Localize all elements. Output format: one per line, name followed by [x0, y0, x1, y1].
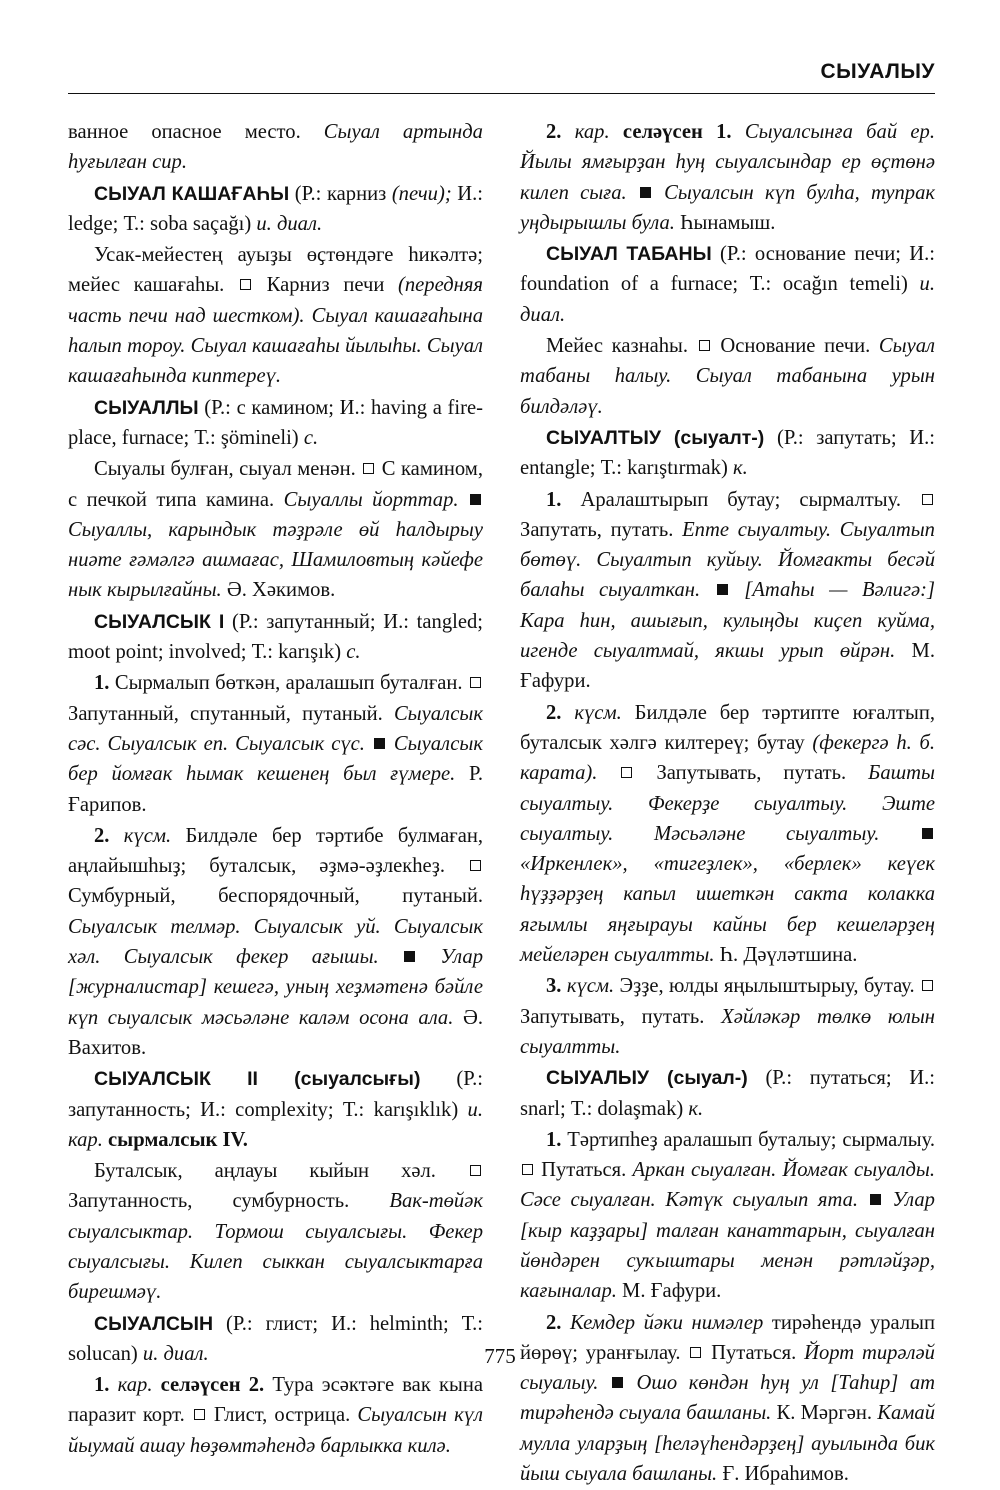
open-square-icon — [240, 279, 251, 290]
entry-syualsyk-1: СЫУАЛСЫК I (Р.: запутанный; И.: tangled; moot point; involved; Т.: karışık) с. — [68, 610, 484, 664]
entry-syualyu: СЫУАЛЫУ (сыуал-) (Р.: путаться; И.: snarl; Т.: dolaşmak) к. — [520, 1067, 935, 1120]
headword: СЫУАЛ КАШАҒАҺЫ — [94, 182, 290, 205]
filled-square-icon — [870, 1194, 881, 1205]
headword: СЫУАЛ ТАБАНЫ — [546, 243, 712, 266]
right-column: 2. кар. селәүсен 1. Сыуалсынға бай ер. Йылы ямғырҙан һуң сыуалсындар ер өҫтөнә килеп сыға. Сыуалсын күп булһа, тупрак уңдырышлы була. Һынамыш. СЫУАЛ ТАБАНЫ (Р.: основание печи; И.: foundation of a furnace; Т.: ocağın temeli) и. диал. Мейес казнаһы. Основание печи. Сыуал табаны һалыу. Сыуал табанына урын билдәләү. СЫУАЛТЫУ (сыуалт-) (Р.: запутать; И.: entangle; Т.: karıştırmak) к. 1. Аралаштырып бутау; сырмалтыу. Запутать, путать. Епте сыуалтыу. Сыуалтып бөтөү. Сыуалтып куйыу. Йомғакты бесәй балаһы сыуалткан. [Атаһы — Вәлигә:] Кара һин, ашығып, кулыңды киҫеп куйма, игенде сыуалтмай, якшы урып өйрән. М. Ғафури. 2. күсм. Билдәле бер тәртипте юғалтып, буталсык хәлгә килтереү; бутау (фекергә һ. б. карата). Запутывать, путать. Башты сыуалтыу. Фекерҙе сыуалтыу. Эште сыуалтыу. Мәсьәләне сыуалтыу. «Иркенлек», «тигеҙлек», «берлек» кеүек һүҙҙәрҙең капыл ишеткән сакта колакка ягымлы яңғырауы кайны бер кешеләрҙең мейеләрен сыуалтты. Һ. Дәүләтшина. 3. күсм. Эҙҙе, юлды яңылыштырыу, бутау. Запутывать, путать. Хәйләкәр төлкө юлын сыуалтты. СЫУАЛЫУ (сыуал-) (Р.: путаться; И.: snarl; Т.: dolaşmak) к. 1. Тәртипһеҙ аралашып буталыу; сырмалыу. Путаться. Аркан сыуалған. Йомғак сыуалды. Сәсе сыуалған. Кәтүк сыуалып ята. Улар [кыр каҙҙары] талған канаттарын, сыуалған йөндәрен суҡыштары менән рәтләйҙәр, кағыналар. М. Ғафури. 2. Кемдер йәки нимәлер тирәһендә уралып йөрөү; уранғылау. Путаться. Йорт тирәләй сыуалыу. Ошо көндән һуң ул [Таһир] ат тирәһендә сыуала башланы. К. Мәргән. Камай мулла уларҙың [һеләүһендәрҙең] ауылында бик йыш сыуала башланы. Ғ. Ибраһимов. — [520, 121, 936, 1486]
headword: СЫУАЛЫУ (сыуал-) — [546, 1067, 748, 1090]
entry-syually: СЫУАЛЛЫ (Р.: с камином; И.: having a fire-place, furnace; Т.: şömineli) с. — [68, 396, 483, 449]
open-square-icon — [470, 1165, 481, 1176]
filled-square-icon — [640, 187, 651, 198]
filled-square-icon — [717, 584, 728, 595]
open-square-icon — [194, 1409, 205, 1420]
filled-square-icon — [374, 738, 385, 749]
entry-syualtyu: СЫУАЛТЫУ (сыуалт-) (Р.: запутать; И.: entangle; Т.: karıştırmak) к. — [520, 426, 935, 480]
entry-syual-tabany: СЫУАЛ ТАБАНЫ (Р.: основание печи; И.: foundation of a furnace; Т.: ocağın temeli) и. диал. — [520, 243, 935, 326]
open-square-icon — [522, 1164, 533, 1175]
filled-square-icon — [404, 951, 415, 962]
headword: СЫУАЛСЫК I — [94, 610, 225, 633]
headword: СЫУАЛТЫУ (сыуалт-) — [546, 426, 765, 449]
headword: СЫУАЛСЫН — [94, 1312, 214, 1335]
header-rule — [68, 93, 935, 94]
entry-syual-kashagahy: СЫУАЛ КАШАҒАҺЫ (Р.: карниз (печи); И.: ledge; Т.: soba saçağı) и. диал. — [68, 182, 483, 235]
running-head: СЫУАЛЫУ — [820, 60, 935, 83]
filled-square-icon — [470, 494, 481, 505]
open-square-icon — [470, 677, 481, 688]
page-number: 775 — [484, 1344, 516, 1368]
open-square-icon — [470, 860, 481, 871]
filled-square-icon — [922, 828, 933, 839]
headword: СЫУАЛЛЫ — [94, 396, 199, 419]
entry-syualsyk-2: СЫУАЛСЫК II (сыуалсығы) (Р.: запутанность; И.: complexity; Т.: karışıklık) и. кар. сырмалсык IV. — [68, 1068, 483, 1151]
left-column: ванное опасное место. Сыуал артында һуғылған сир. СЫУАЛ КАШАҒАҺЫ (Р.: карниз (печи); И.: ledge; Т.: soba saçağı) и. диал. Усак-мейестең ауыҙы өҫтөндәге һикәлтә; мейес кашағаһы. Карниз печи (передняя часть печи над шестком). Сыуал кашағаһына һалып тороу. Сыуал кашағаһы йылыһы. Сыуал кашағаһында киптереү. СЫУАЛЛЫ (Р.: с камином; И.: having a fire-place, furnace; Т.: şömineli) с. Сыуалы булған, сыуал менән. С камином, с печкой типа камина. Сыуаллы йорттар. Сыуаллы, карындык тәҙрәле өй һалдырыу ниәте ғәмәлгә ашмағас, Шамиловтың кәйефе нык кырылғайны. Ә. Хәкимов. СЫУАЛСЫК I (Р.: запутанный; И.: tangled; moot point; involved; Т.: karışık) с. 1. Сырмалып бөткән, аралашып буталған. Запутанный, спутанный, путаный. Сыуалсык сәс. Сыуалсык еп. Сыуалсык сүс. Сыуалсык бер йомғак һымак кешенең был ғүмере. Р. Ғарипов. 2. күсм. Билдәле бер тәртибе булмаған, аңлайышһыҙ; буталсык, әҙмә-әҙлекһеҙ. Сумбурный, беспорядочный, путаный. Сыуалсык телмәр. Сыуалсык уй. Сыуалсык хәл. Сыуалсык фекер ағышы. Улар [журналистар] кешегә, уның хеҙмәтенә бәйле күп сыуалсык мәсьәләне каләм осона ала. Ә. Вахитов. СЫУАЛСЫК II (сыуалсығы) (Р.: запутанность; И.: complexity; Т.: karışıklık) и. кар. сырмалсык IV. Буталсык, аңлауы кыйын хәл. Запутанность, сумбурность. Вак-төйәк сыуалсыктар. Тормош сыуалсығы. Фекер сыуалсығы. Килеп сыккан сыуалсыктарға бирешмәү. СЫУАЛСЫН (Р.: глист; И.: helminth; Т.: solucan) и. диал. 1. кар. селәүсен 2. Тура эсәктәге вак кына паразит корт. Глист, острица. Сыуалсын күл йыумай ашау һөҙөмтәһендә барлыкка килә. — [68, 117, 483, 1462]
entry-continuation: ванное опасное место. Сыуал артында һуғылған сир. — [68, 121, 483, 174]
open-square-icon — [699, 340, 710, 351]
filled-square-icon — [612, 1377, 623, 1388]
open-square-icon — [621, 767, 632, 778]
open-square-icon — [922, 494, 933, 505]
open-square-icon — [922, 980, 933, 991]
entry-syualsyn: СЫУАЛСЫН (Р.: глист; И.: helminth; Т.: solucan) и. диал. — [68, 1312, 483, 1365]
headword: СЫУАЛСЫК II (сыуалсығы) — [94, 1068, 421, 1091]
open-square-icon — [363, 463, 374, 474]
